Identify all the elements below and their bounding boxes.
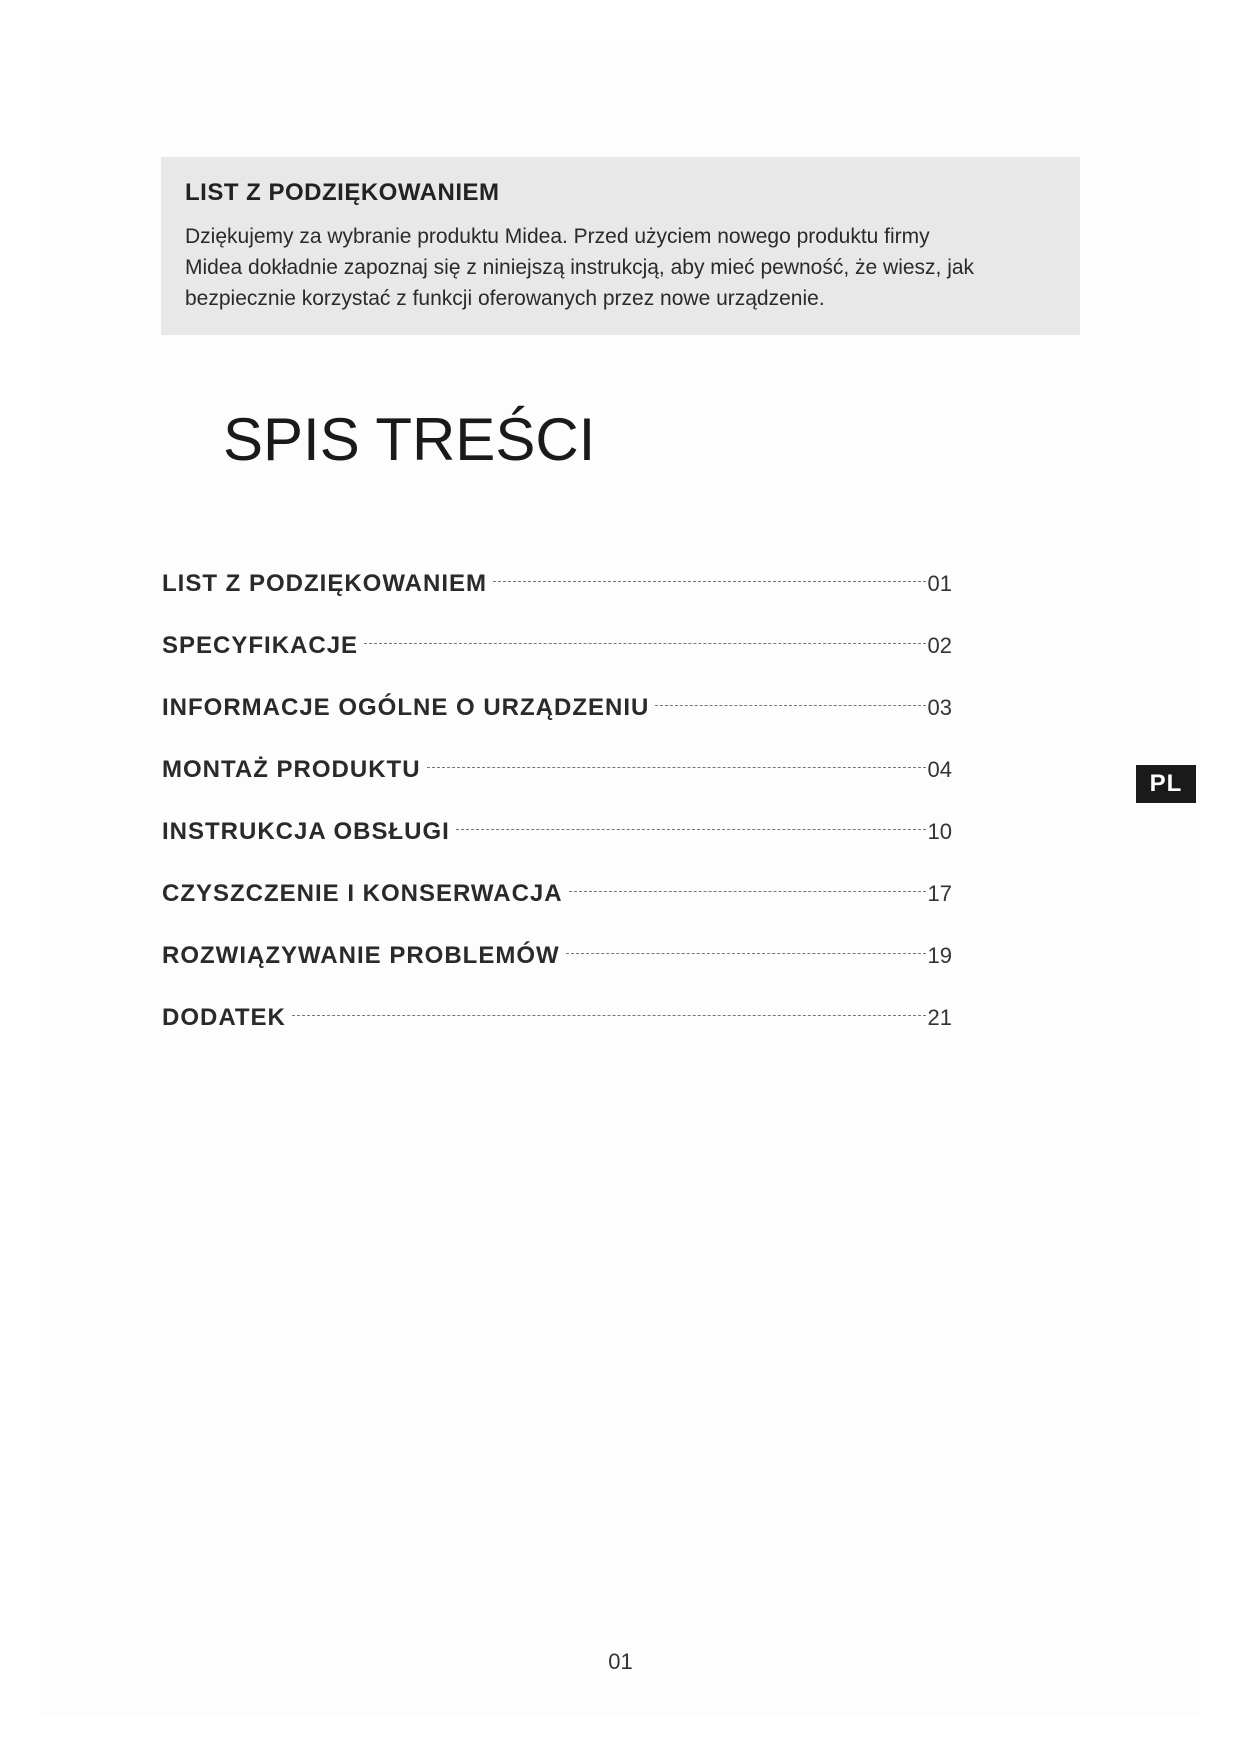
toc-leader-dots [292, 1015, 926, 1016]
toc-leader-dots [569, 891, 926, 892]
toc-entry-label: LIST Z PODZIĘKOWANIEM [162, 570, 487, 597]
toc-leader-dots [566, 953, 926, 954]
toc-entry-label: DODATEK [162, 1004, 286, 1031]
table-of-contents [162, 570, 952, 1066]
language-badge: PL [1136, 765, 1196, 803]
toc-entry[interactable] [162, 942, 952, 1004]
toc-entry-label: INFORMACJE OGÓLNE O URZĄDZENIU [162, 694, 650, 721]
toc-entry-page: 01 [927, 571, 952, 596]
thanks-body-line: Dziękujemy za wybranie produktu Midea. Przed użyciem nowego produktu firmy [185, 225, 930, 248]
toc-leader-dots [427, 767, 926, 768]
toc-leader-dots [364, 643, 925, 644]
toc-entry[interactable] [162, 1004, 952, 1066]
thanks-body-line: Midea dokładnie zapoznaj się z niniejszą instrukcją, aby mieć pewność, że wiesz, jak [185, 256, 975, 279]
toc-entry-label: MONTAŻ PRODUKTU [162, 756, 421, 783]
toc-entry-label: INSTRUKCJA OBSŁUGI [162, 818, 450, 845]
toc-entry-label: ROZWIĄZYWANIE PROBLEMÓW [162, 942, 560, 969]
toc-title: SPIS TREŚCI [223, 406, 596, 473]
page-number: 01 [608, 1649, 633, 1674]
toc-entry-page: 02 [927, 633, 952, 658]
toc-entry-page: 03 [927, 695, 952, 720]
toc-entry-page: 19 [927, 943, 952, 968]
toc-entry[interactable] [162, 632, 952, 694]
toc-leader-dots [493, 581, 926, 582]
thanks-letter-box [161, 157, 1080, 335]
toc-entry-label: SPECYFIKACJE [162, 632, 359, 659]
thanks-body-line: bezpiecznie korzystać z funkcji oferowanych przez nowe urządzenie. [185, 287, 825, 310]
toc-entry[interactable] [162, 694, 952, 756]
toc-entry-page: 04 [927, 757, 952, 782]
toc-entry[interactable] [162, 570, 952, 632]
toc-entry-label: CZYSZCZENIE I KONSERWACJA [162, 880, 563, 907]
toc-entry-page: 17 [927, 881, 952, 906]
toc-entry[interactable] [162, 756, 952, 818]
thanks-body [185, 221, 1056, 314]
toc-leader-dots [655, 705, 925, 706]
toc-entry[interactable] [162, 818, 952, 880]
toc-entry-page: 10 [927, 819, 952, 844]
thanks-title: LIST Z PODZIĘKOWANIEM [185, 179, 500, 206]
toc-entry-page: 21 [927, 1005, 952, 1030]
toc-entry[interactable] [162, 880, 952, 942]
toc-leader-dots [456, 829, 926, 830]
